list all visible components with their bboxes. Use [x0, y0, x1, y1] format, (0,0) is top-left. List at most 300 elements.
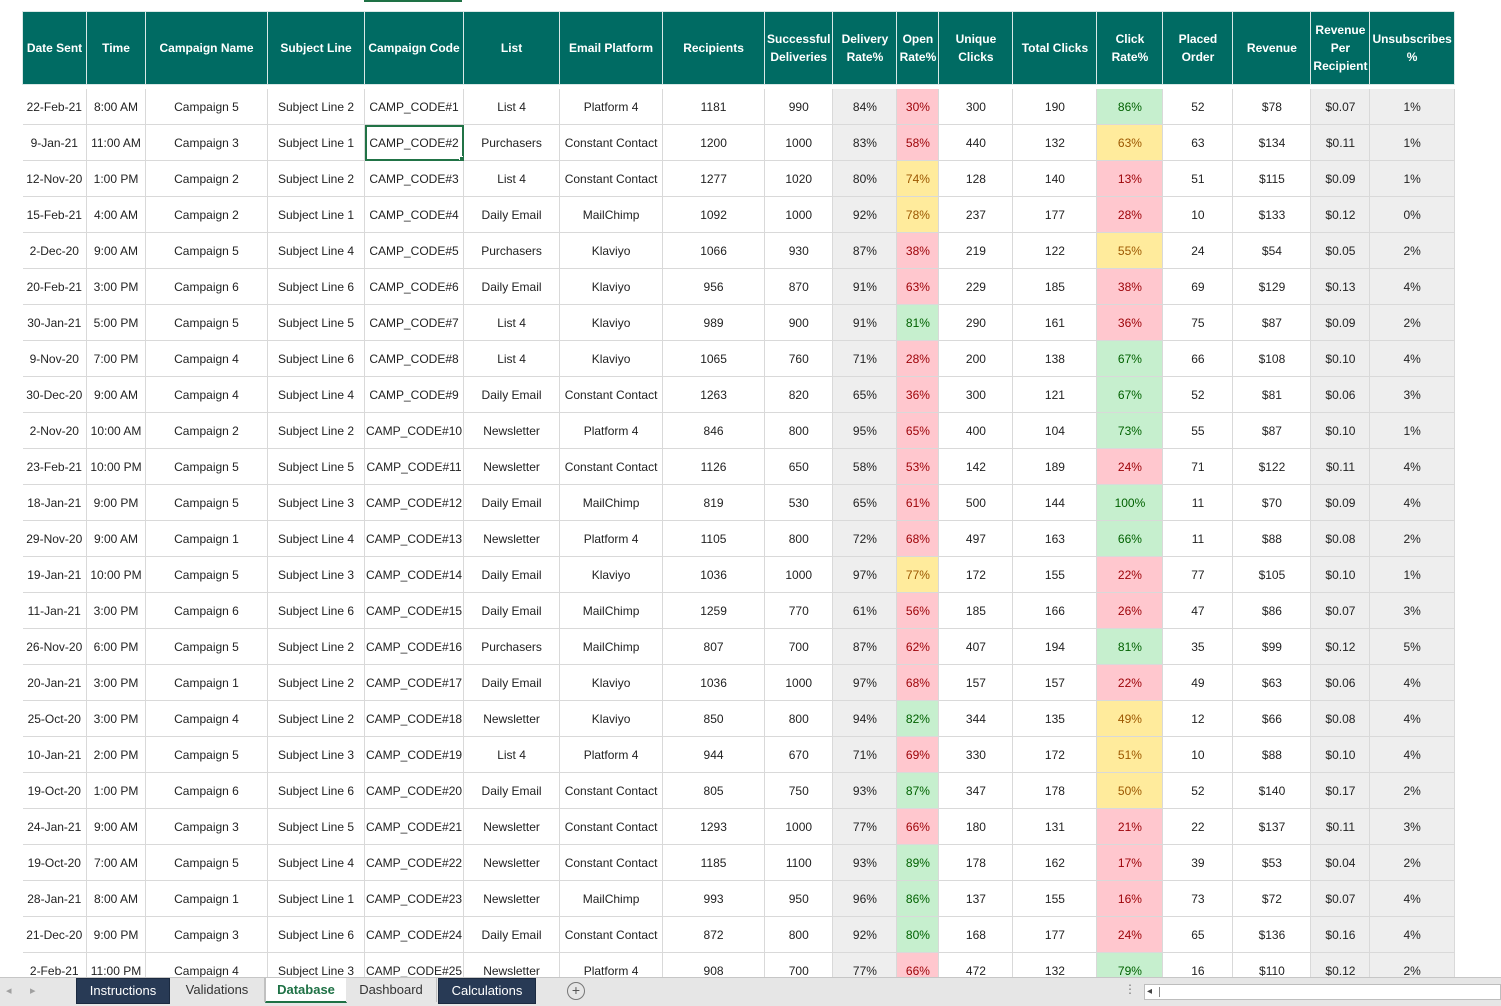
cell-revenue[interactable]: $115 — [1233, 161, 1311, 197]
cell-unique-clicks[interactable]: 185 — [939, 593, 1013, 629]
cell-total-clicks[interactable]: 190 — [1013, 89, 1097, 125]
cell-subject[interactable]: Subject Line 6 — [268, 341, 365, 377]
cell-code[interactable]: CAMP_CODE#18 — [365, 701, 464, 737]
cell-date[interactable]: 9-Jan-21 — [23, 125, 87, 161]
cell-total-clicks[interactable]: 177 — [1013, 197, 1097, 233]
cell-unsub[interactable]: 3% — [1370, 593, 1454, 629]
cell-revenue[interactable]: $99 — [1233, 629, 1311, 665]
column-header[interactable]: Date Sent — [23, 12, 87, 85]
cell-campaign[interactable]: Campaign 5 — [146, 89, 268, 125]
cell-open-rate[interactable]: 81% — [897, 305, 939, 341]
cell-unique-clicks[interactable]: 500 — [939, 485, 1013, 521]
cell-revenue[interactable]: $88 — [1233, 737, 1311, 773]
cell-unsub[interactable]: 5% — [1370, 629, 1454, 665]
cell-total-clicks[interactable]: 132 — [1013, 953, 1097, 978]
cell-campaign[interactable]: Campaign 4 — [146, 341, 268, 377]
cell-delivery-rate[interactable]: 65% — [833, 485, 897, 521]
cell-delivery-rate[interactable]: 97% — [833, 557, 897, 593]
cell-platform[interactable]: Constant Contact — [560, 377, 663, 413]
column-header[interactable]: Placed Order — [1163, 12, 1233, 85]
cell-deliveries[interactable]: 800 — [765, 701, 833, 737]
cell-list[interactable]: List 4 — [464, 89, 560, 125]
cell-unsub[interactable]: 1% — [1370, 161, 1454, 197]
cell-code[interactable]: CAMP_CODE#5 — [365, 233, 464, 269]
cell-platform[interactable]: Platform 4 — [560, 737, 663, 773]
cell-placed[interactable]: 66 — [1163, 341, 1233, 377]
cell-click-rate[interactable]: 86% — [1097, 89, 1163, 125]
cell-delivery-rate[interactable]: 96% — [833, 881, 897, 917]
cell-time[interactable]: 9:00 AM — [87, 377, 146, 413]
cell-recipients[interactable]: 1200 — [663, 125, 765, 161]
cell-platform[interactable]: Klaviyo — [560, 665, 663, 701]
cell-revenue[interactable]: $108 — [1233, 341, 1311, 377]
cell-unsub[interactable]: 4% — [1370, 701, 1454, 737]
cell-time[interactable]: 10:00 PM — [87, 557, 146, 593]
cell-delivery-rate[interactable]: 87% — [833, 629, 897, 665]
cell-placed[interactable]: 75 — [1163, 305, 1233, 341]
cell-rpr[interactable]: $0.12 — [1311, 629, 1370, 665]
cell-rpr[interactable]: $0.07 — [1311, 593, 1370, 629]
cell-rpr[interactable]: $0.08 — [1311, 521, 1370, 557]
cell-date[interactable]: 11-Jan-21 — [23, 593, 87, 629]
cell-code[interactable]: CAMP_CODE#4 — [365, 197, 464, 233]
cell-campaign[interactable]: Campaign 4 — [146, 377, 268, 413]
cell-revenue[interactable]: $87 — [1233, 413, 1311, 449]
cell-date[interactable]: 26-Nov-20 — [23, 629, 87, 665]
cell-unsub[interactable]: 3% — [1370, 377, 1454, 413]
cell-campaign[interactable]: Campaign 5 — [146, 557, 268, 593]
cell-revenue[interactable]: $129 — [1233, 269, 1311, 305]
cell-open-rate[interactable]: 69% — [897, 737, 939, 773]
cell-rpr[interactable]: $0.10 — [1311, 413, 1370, 449]
cell-placed[interactable]: 10 — [1163, 197, 1233, 233]
cell-code[interactable]: CAMP_CODE#14 — [365, 557, 464, 593]
cell-delivery-rate[interactable]: 92% — [833, 917, 897, 953]
cell-time[interactable]: 3:00 PM — [87, 593, 146, 629]
cell-unsub[interactable]: 1% — [1370, 125, 1454, 161]
cell-campaign[interactable]: Campaign 6 — [146, 773, 268, 809]
cell-recipients[interactable]: 807 — [663, 629, 765, 665]
cell-revenue[interactable]: $137 — [1233, 809, 1311, 845]
cell-click-rate[interactable]: 63% — [1097, 125, 1163, 161]
cell-click-rate[interactable]: 55% — [1097, 233, 1163, 269]
cell-date[interactable]: 10-Jan-21 — [23, 737, 87, 773]
cell-unsub[interactable]: 0% — [1370, 197, 1454, 233]
cell-click-rate[interactable]: 67% — [1097, 341, 1163, 377]
cell-unique-clicks[interactable]: 128 — [939, 161, 1013, 197]
cell-unique-clicks[interactable]: 400 — [939, 413, 1013, 449]
scroll-right-icon[interactable]: ▸ — [30, 985, 36, 997]
cell-time[interactable]: 9:00 PM — [87, 485, 146, 521]
column-header[interactable]: List — [464, 12, 560, 85]
cell-list[interactable]: List 4 — [464, 341, 560, 377]
cell-total-clicks[interactable]: 185 — [1013, 269, 1097, 305]
column-header[interactable]: Unique Clicks — [939, 12, 1013, 85]
cell-subject[interactable]: Subject Line 1 — [268, 197, 365, 233]
cell-time[interactable]: 10:00 PM — [87, 449, 146, 485]
cell-subject[interactable]: Subject Line 1 — [268, 881, 365, 917]
cell-total-clicks[interactable]: 161 — [1013, 305, 1097, 341]
cell-rpr[interactable]: $0.04 — [1311, 845, 1370, 881]
cell-placed[interactable]: 11 — [1163, 485, 1233, 521]
cell-recipients[interactable]: 846 — [663, 413, 765, 449]
cell-click-rate[interactable]: 36% — [1097, 305, 1163, 341]
cell-unsub[interactable]: 2% — [1370, 845, 1454, 881]
cell-recipients[interactable]: 1181 — [663, 89, 765, 125]
cell-platform[interactable]: MailChimp — [560, 197, 663, 233]
cell-deliveries[interactable]: 800 — [765, 521, 833, 557]
cell-code[interactable]: CAMP_CODE#3 — [365, 161, 464, 197]
cell-click-rate[interactable]: 73% — [1097, 413, 1163, 449]
cell-click-rate[interactable]: 81% — [1097, 629, 1163, 665]
cell-date[interactable]: 24-Jan-21 — [23, 809, 87, 845]
cell-time[interactable]: 5:00 PM — [87, 305, 146, 341]
cell-rpr[interactable]: $0.07 — [1311, 881, 1370, 917]
cell-campaign[interactable]: Campaign 1 — [146, 521, 268, 557]
cell-delivery-rate[interactable]: 80% — [833, 161, 897, 197]
tab-instructions[interactable]: Instructions — [76, 978, 170, 1004]
cell-click-rate[interactable]: 51% — [1097, 737, 1163, 773]
cell-time[interactable]: 4:00 AM — [87, 197, 146, 233]
cell-placed[interactable]: 11 — [1163, 521, 1233, 557]
cell-delivery-rate[interactable]: 97% — [833, 665, 897, 701]
cell-deliveries[interactable]: 800 — [765, 413, 833, 449]
cell-rpr[interactable]: $0.09 — [1311, 161, 1370, 197]
cell-deliveries[interactable]: 1000 — [765, 809, 833, 845]
cell-total-clicks[interactable]: 166 — [1013, 593, 1097, 629]
cell-rpr[interactable]: $0.12 — [1311, 953, 1370, 978]
column-header[interactable]: Email Platform — [560, 12, 663, 85]
cell-platform[interactable]: Klaviyo — [560, 341, 663, 377]
cell-deliveries[interactable]: 800 — [765, 917, 833, 953]
cell-campaign[interactable]: Campaign 5 — [146, 449, 268, 485]
cell-delivery-rate[interactable]: 84% — [833, 89, 897, 125]
cell-deliveries[interactable]: 1000 — [765, 197, 833, 233]
cell-campaign[interactable]: Campaign 2 — [146, 161, 268, 197]
cell-list[interactable]: Newsletter — [464, 845, 560, 881]
cell-delivery-rate[interactable]: 93% — [833, 773, 897, 809]
cell-campaign[interactable]: Campaign 5 — [146, 233, 268, 269]
cell-placed[interactable]: 12 — [1163, 701, 1233, 737]
cell-platform[interactable]: MailChimp — [560, 593, 663, 629]
cell-list[interactable]: List 4 — [464, 737, 560, 773]
cell-subject[interactable]: Subject Line 5 — [268, 305, 365, 341]
cell-revenue[interactable]: $66 — [1233, 701, 1311, 737]
cell-unsub[interactable]: 2% — [1370, 521, 1454, 557]
cell-delivery-rate[interactable]: 91% — [833, 269, 897, 305]
cell-date[interactable]: 19-Jan-21 — [23, 557, 87, 593]
cell-platform[interactable]: Constant Contact — [560, 449, 663, 485]
cell-unique-clicks[interactable]: 300 — [939, 377, 1013, 413]
cell-revenue[interactable]: $140 — [1233, 773, 1311, 809]
cell-deliveries[interactable]: 1000 — [765, 557, 833, 593]
cell-deliveries[interactable]: 750 — [765, 773, 833, 809]
cell-click-rate[interactable]: 16% — [1097, 881, 1163, 917]
cell-date[interactable]: 23-Feb-21 — [23, 449, 87, 485]
cell-open-rate[interactable]: 61% — [897, 485, 939, 521]
cell-unique-clicks[interactable]: 219 — [939, 233, 1013, 269]
cell-date[interactable]: 22-Feb-21 — [23, 89, 87, 125]
cell-platform[interactable]: Constant Contact — [560, 125, 663, 161]
cell-recipients[interactable]: 1036 — [663, 665, 765, 701]
cell-time[interactable]: 9:00 AM — [87, 521, 146, 557]
cell-platform[interactable]: Constant Contact — [560, 917, 663, 953]
cell-code[interactable]: CAMP_CODE#19 — [365, 737, 464, 773]
cell-unsub[interactable]: 4% — [1370, 665, 1454, 701]
more-options-icon[interactable]: ⋮ — [1124, 982, 1136, 996]
cell-rpr[interactable]: $0.09 — [1311, 485, 1370, 521]
cell-campaign[interactable]: Campaign 1 — [146, 665, 268, 701]
cell-time[interactable]: 10:00 AM — [87, 413, 146, 449]
cell-list[interactable]: Daily Email — [464, 485, 560, 521]
cell-placed[interactable]: 35 — [1163, 629, 1233, 665]
cell-unsub[interactable]: 4% — [1370, 485, 1454, 521]
cell-campaign[interactable]: Campaign 3 — [146, 917, 268, 953]
cell-placed[interactable]: 77 — [1163, 557, 1233, 593]
cell-deliveries[interactable]: 950 — [765, 881, 833, 917]
cell-subject[interactable]: Subject Line 2 — [268, 89, 365, 125]
cell-rpr[interactable]: $0.09 — [1311, 305, 1370, 341]
cell-unique-clicks[interactable]: 237 — [939, 197, 1013, 233]
cell-campaign[interactable]: Campaign 3 — [146, 125, 268, 161]
cell-unsub[interactable]: 4% — [1370, 341, 1454, 377]
cell-click-rate[interactable]: 24% — [1097, 917, 1163, 953]
cell-revenue[interactable]: $72 — [1233, 881, 1311, 917]
cell-rpr[interactable]: $0.10 — [1311, 341, 1370, 377]
cell-delivery-rate[interactable]: 65% — [833, 377, 897, 413]
cell-time[interactable]: 7:00 AM — [87, 845, 146, 881]
cell-total-clicks[interactable]: 121 — [1013, 377, 1097, 413]
cell-open-rate[interactable]: 56% — [897, 593, 939, 629]
cell-date[interactable]: 19-Oct-20 — [23, 845, 87, 881]
cell-subject[interactable]: Subject Line 4 — [268, 233, 365, 269]
cell-time[interactable]: 2:00 PM — [87, 737, 146, 773]
cell-deliveries[interactable]: 650 — [765, 449, 833, 485]
cell-open-rate[interactable]: 82% — [897, 701, 939, 737]
cell-rpr[interactable]: $0.12 — [1311, 197, 1370, 233]
cell-total-clicks[interactable]: 172 — [1013, 737, 1097, 773]
cell-platform[interactable]: Constant Contact — [560, 773, 663, 809]
cell-date[interactable]: 29-Nov-20 — [23, 521, 87, 557]
cell-revenue[interactable]: $78 — [1233, 89, 1311, 125]
cell-click-rate[interactable]: 17% — [1097, 845, 1163, 881]
cell-list[interactable]: Purchasers — [464, 233, 560, 269]
cell-recipients[interactable]: 1036 — [663, 557, 765, 593]
cell-recipients[interactable]: 956 — [663, 269, 765, 305]
cell-rpr[interactable]: $0.11 — [1311, 809, 1370, 845]
cell-list[interactable]: Daily Email — [464, 665, 560, 701]
cell-rpr[interactable]: $0.06 — [1311, 665, 1370, 701]
cell-placed[interactable]: 52 — [1163, 89, 1233, 125]
cell-deliveries[interactable]: 930 — [765, 233, 833, 269]
cell-platform[interactable]: Klaviyo — [560, 233, 663, 269]
cell-click-rate[interactable]: 50% — [1097, 773, 1163, 809]
cell-recipients[interactable]: 819 — [663, 485, 765, 521]
cell-total-clicks[interactable]: 104 — [1013, 413, 1097, 449]
cell-subject[interactable]: Subject Line 3 — [268, 485, 365, 521]
cell-rpr[interactable]: $0.11 — [1311, 449, 1370, 485]
scroll-left-icon[interactable]: ◂ — [6, 985, 12, 997]
cell-code[interactable]: CAMP_CODE#10 — [365, 413, 464, 449]
cell-deliveries[interactable]: 530 — [765, 485, 833, 521]
column-header[interactable]: Campaign Name — [146, 12, 268, 85]
cell-list[interactable]: List 4 — [464, 305, 560, 341]
cell-rpr[interactable]: $0.10 — [1311, 737, 1370, 773]
cell-total-clicks[interactable]: 122 — [1013, 233, 1097, 269]
cell-revenue[interactable]: $54 — [1233, 233, 1311, 269]
cell-delivery-rate[interactable]: 77% — [833, 953, 897, 978]
cell-unsub[interactable]: 2% — [1370, 233, 1454, 269]
cell-revenue[interactable]: $110 — [1233, 953, 1311, 978]
cell-total-clicks[interactable]: 140 — [1013, 161, 1097, 197]
cell-total-clicks[interactable]: 177 — [1013, 917, 1097, 953]
cell-recipients[interactable]: 1185 — [663, 845, 765, 881]
cell-list[interactable]: Daily Email — [464, 773, 560, 809]
cell-revenue[interactable]: $134 — [1233, 125, 1311, 161]
cell-time[interactable]: 9:00 AM — [87, 233, 146, 269]
cell-deliveries[interactable]: 770 — [765, 593, 833, 629]
cell-total-clicks[interactable]: 135 — [1013, 701, 1097, 737]
cell-placed[interactable]: 63 — [1163, 125, 1233, 161]
cell-time[interactable]: 8:00 AM — [87, 89, 146, 125]
cell-deliveries[interactable]: 870 — [765, 269, 833, 305]
cell-delivery-rate[interactable]: 94% — [833, 701, 897, 737]
cell-open-rate[interactable]: 87% — [897, 773, 939, 809]
cell-time[interactable]: 9:00 PM — [87, 917, 146, 953]
cell-platform[interactable]: Constant Contact — [560, 845, 663, 881]
cell-rpr[interactable]: $0.16 — [1311, 917, 1370, 953]
cell-recipients[interactable]: 1092 — [663, 197, 765, 233]
cell-unsub[interactable]: 3% — [1370, 809, 1454, 845]
cell-recipients[interactable]: 1105 — [663, 521, 765, 557]
cell-total-clicks[interactable]: 132 — [1013, 125, 1097, 161]
cell-time[interactable]: 3:00 PM — [87, 269, 146, 305]
cell-recipients[interactable]: 1293 — [663, 809, 765, 845]
cell-subject[interactable]: Subject Line 5 — [268, 809, 365, 845]
cell-date[interactable]: 12-Nov-20 — [23, 161, 87, 197]
cell-open-rate[interactable]: 65% — [897, 413, 939, 449]
cell-code[interactable]: CAMP_CODE#22 — [365, 845, 464, 881]
cell-time[interactable]: 11:00 PM — [87, 953, 146, 978]
cell-placed[interactable]: 24 — [1163, 233, 1233, 269]
cell-code[interactable]: CAMP_CODE#2 — [365, 125, 464, 161]
cell-deliveries[interactable]: 1000 — [765, 665, 833, 701]
cell-code[interactable]: CAMP_CODE#21 — [365, 809, 464, 845]
cell-subject[interactable]: Subject Line 6 — [268, 269, 365, 305]
cell-click-rate[interactable]: 13% — [1097, 161, 1163, 197]
cell-click-rate[interactable]: 67% — [1097, 377, 1163, 413]
tab-dashboard[interactable]: Dashboard — [346, 978, 437, 1002]
cell-recipients[interactable]: 1259 — [663, 593, 765, 629]
cell-list[interactable]: Newsletter — [464, 701, 560, 737]
cell-deliveries[interactable]: 900 — [765, 305, 833, 341]
column-header[interactable]: Revenue Per Recipient — [1311, 12, 1370, 85]
cell-list[interactable]: Daily Email — [464, 593, 560, 629]
cell-open-rate[interactable]: 68% — [897, 521, 939, 557]
cell-revenue[interactable]: $133 — [1233, 197, 1311, 233]
cell-unique-clicks[interactable]: 168 — [939, 917, 1013, 953]
cell-open-rate[interactable]: 66% — [897, 953, 939, 978]
cell-placed[interactable]: 51 — [1163, 161, 1233, 197]
cell-code[interactable]: CAMP_CODE#9 — [365, 377, 464, 413]
cell-deliveries[interactable]: 700 — [765, 629, 833, 665]
horizontal-scrollbar[interactable] — [1144, 984, 1501, 1000]
cell-revenue[interactable]: $53 — [1233, 845, 1311, 881]
cell-code[interactable]: CAMP_CODE#13 — [365, 521, 464, 557]
cell-placed[interactable]: 71 — [1163, 449, 1233, 485]
cell-list[interactable]: List 4 — [464, 161, 560, 197]
cell-deliveries[interactable]: 990 — [765, 89, 833, 125]
cell-revenue[interactable]: $122 — [1233, 449, 1311, 485]
cell-time[interactable]: 1:00 PM — [87, 161, 146, 197]
cell-unsub[interactable]: 1% — [1370, 557, 1454, 593]
cell-platform[interactable]: Klaviyo — [560, 269, 663, 305]
cell-click-rate[interactable]: 49% — [1097, 701, 1163, 737]
cell-date[interactable]: 9-Nov-20 — [23, 341, 87, 377]
cell-platform[interactable]: Platform 4 — [560, 521, 663, 557]
cell-deliveries[interactable]: 1020 — [765, 161, 833, 197]
cell-list[interactable]: Newsletter — [464, 449, 560, 485]
cell-click-rate[interactable]: 24% — [1097, 449, 1163, 485]
cell-deliveries[interactable]: 1100 — [765, 845, 833, 881]
cell-placed[interactable]: 73 — [1163, 881, 1233, 917]
cell-revenue[interactable]: $63 — [1233, 665, 1311, 701]
cell-total-clicks[interactable]: 178 — [1013, 773, 1097, 809]
cell-revenue[interactable]: $70 — [1233, 485, 1311, 521]
cell-revenue[interactable]: $88 — [1233, 521, 1311, 557]
cell-delivery-rate[interactable]: 77% — [833, 809, 897, 845]
cell-open-rate[interactable]: 36% — [897, 377, 939, 413]
cell-time[interactable]: 7:00 PM — [87, 341, 146, 377]
tab-calculations[interactable]: Calculations — [438, 978, 536, 1004]
cell-campaign[interactable]: Campaign 5 — [146, 485, 268, 521]
cell-subject[interactable]: Subject Line 2 — [268, 161, 365, 197]
cell-total-clicks[interactable]: 138 — [1013, 341, 1097, 377]
cell-subject[interactable]: Subject Line 2 — [268, 413, 365, 449]
cell-subject[interactable]: Subject Line 3 — [268, 953, 365, 978]
cell-date[interactable]: 25-Oct-20 — [23, 701, 87, 737]
column-header[interactable]: Campaign Code — [365, 12, 464, 85]
cell-date[interactable]: 20-Feb-21 — [23, 269, 87, 305]
cell-placed[interactable]: 69 — [1163, 269, 1233, 305]
cell-time[interactable]: 3:00 PM — [87, 665, 146, 701]
column-header[interactable]: Click Rate% — [1097, 12, 1163, 85]
cell-recipients[interactable]: 1263 — [663, 377, 765, 413]
cell-platform[interactable]: MailChimp — [560, 485, 663, 521]
cell-recipients[interactable]: 1277 — [663, 161, 765, 197]
cell-unique-clicks[interactable]: 178 — [939, 845, 1013, 881]
cell-unique-clicks[interactable]: 229 — [939, 269, 1013, 305]
cell-list[interactable]: Daily Email — [464, 917, 560, 953]
cell-rpr[interactable]: $0.13 — [1311, 269, 1370, 305]
cell-rpr[interactable]: $0.08 — [1311, 701, 1370, 737]
cell-date[interactable]: 30-Dec-20 — [23, 377, 87, 413]
cell-unsub[interactable]: 2% — [1370, 953, 1454, 978]
cell-subject[interactable]: Subject Line 2 — [268, 665, 365, 701]
cell-deliveries[interactable]: 1000 — [765, 125, 833, 161]
cell-list[interactable]: Newsletter — [464, 413, 560, 449]
cell-code[interactable]: CAMP_CODE#16 — [365, 629, 464, 665]
cell-list[interactable]: Daily Email — [464, 377, 560, 413]
cell-placed[interactable]: 65 — [1163, 917, 1233, 953]
cell-open-rate[interactable]: 66% — [897, 809, 939, 845]
cell-total-clicks[interactable]: 194 — [1013, 629, 1097, 665]
cell-recipients[interactable]: 1126 — [663, 449, 765, 485]
cell-code[interactable]: CAMP_CODE#11 — [365, 449, 464, 485]
cell-code[interactable]: CAMP_CODE#17 — [365, 665, 464, 701]
cell-placed[interactable]: 16 — [1163, 953, 1233, 978]
cell-code[interactable]: CAMP_CODE#20 — [365, 773, 464, 809]
